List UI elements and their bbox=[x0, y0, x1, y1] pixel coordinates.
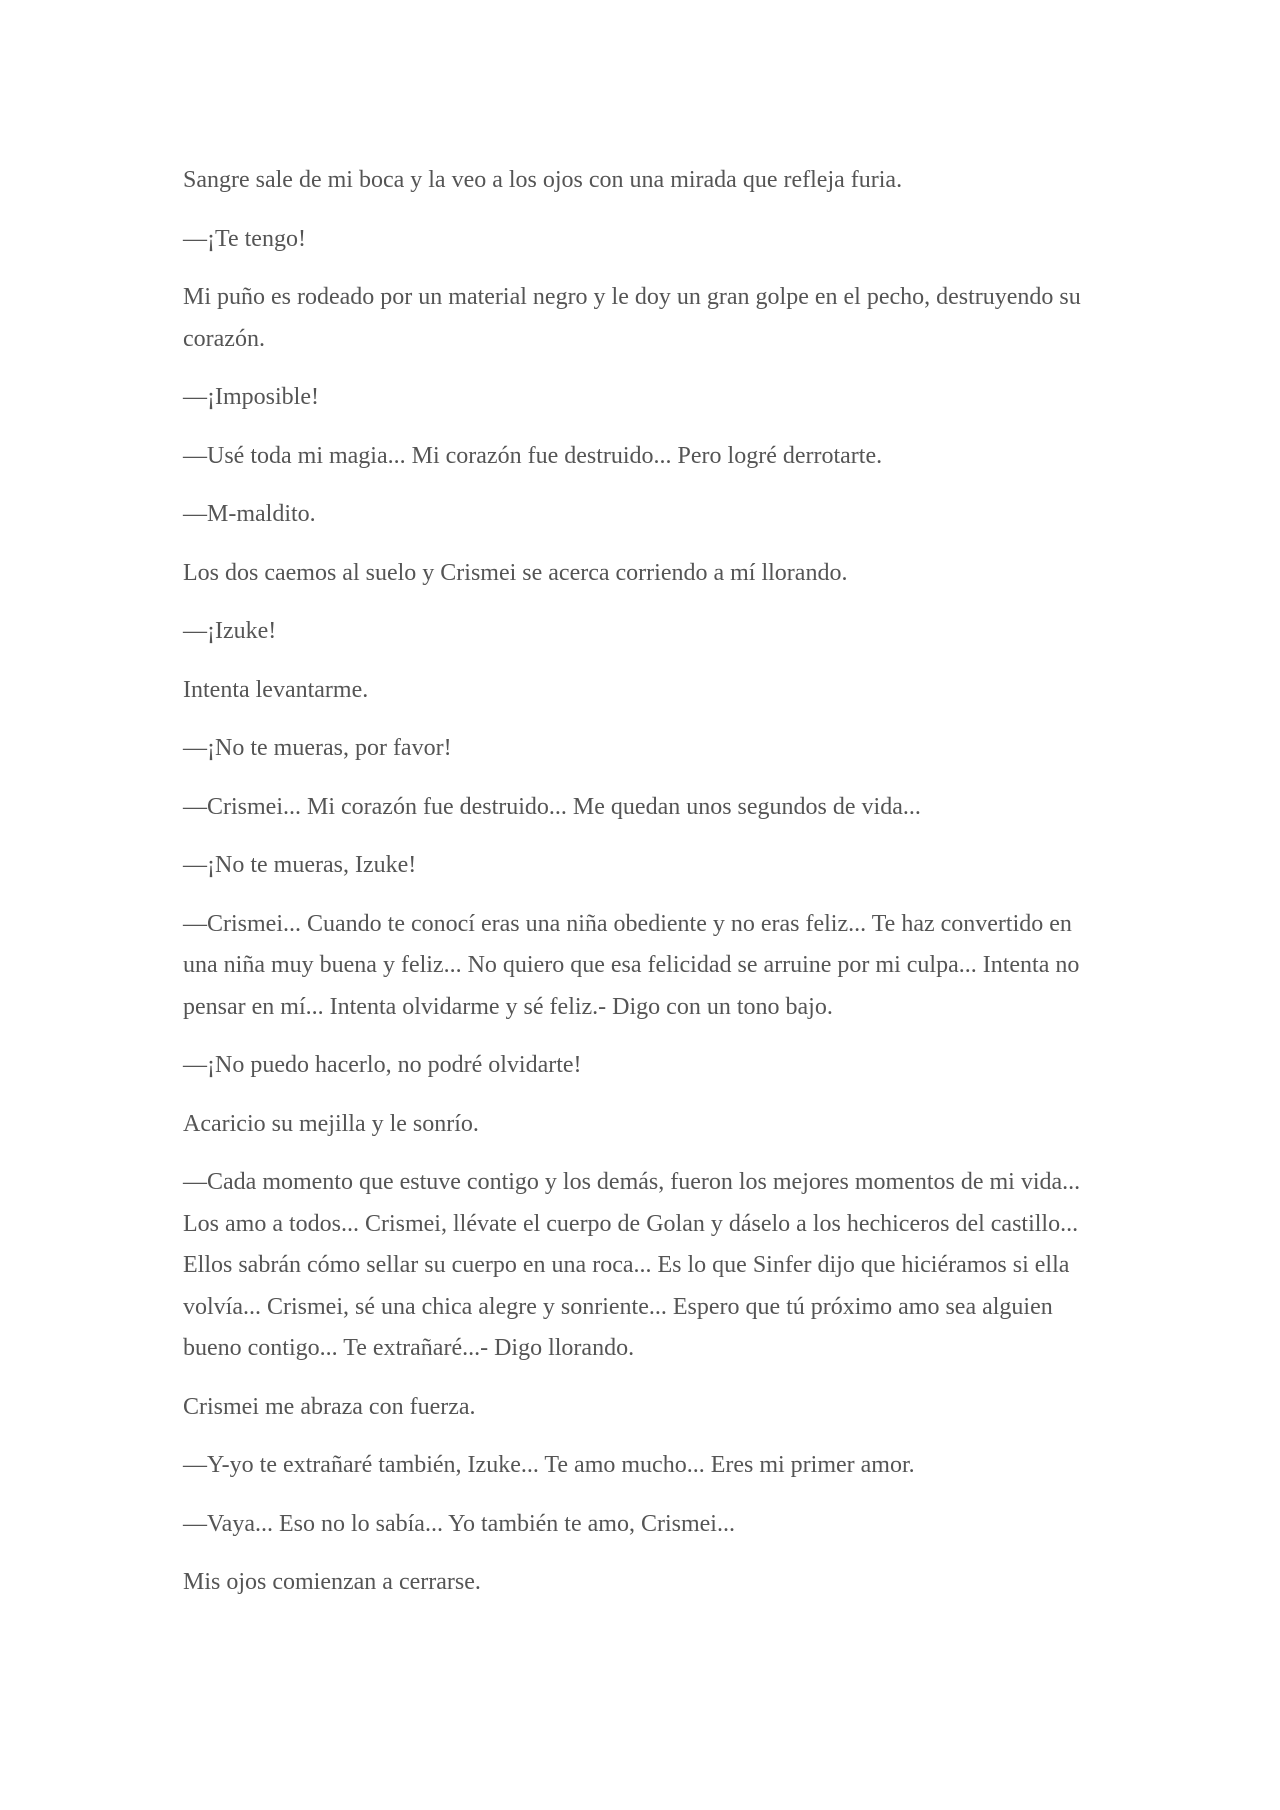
paragraph-18: —Y-yo te extrañaré también, Izuke... Te amo mucho... Eres mi primer amor. bbox=[183, 1452, 915, 1478]
document-body bbox=[183, 160, 1093, 1621]
paragraph-12: —¡No te mueras, Izuke! bbox=[183, 852, 417, 878]
paragraph-4: —¡Imposible! bbox=[183, 384, 319, 410]
paragraph-11: —Crismei... Mi corazón fue destruido... Me quedan unos segundos de vida... bbox=[183, 793, 921, 820]
paragraph-1: Sangre sale de mi boca y la veo a los ojos con una mirada que refleja furia. bbox=[183, 167, 903, 193]
paragraph-2: —¡Te tengo! bbox=[183, 225, 306, 252]
paragraph-14: —¡No puedo hacerlo, no podré olvidarte! bbox=[183, 1052, 582, 1078]
paragraph-3: Mi puño es rodeado por un material negro y le doy un gran golpe en el pecho, destruyendo su corazón. bbox=[183, 284, 1081, 352]
paragraph-8: —¡Izuke! bbox=[183, 618, 277, 644]
paragraph-6: —M-maldito. bbox=[183, 501, 316, 527]
paragraph-10: —¡No te mueras, por favor! bbox=[183, 735, 452, 761]
paragraph-5: —Usé toda mi magia... Mi corazón fue destruido... Pero logré derrotarte. bbox=[183, 442, 883, 469]
paragraph-16: —Cada momento que estuve contigo y los demás, fueron los mejores momentos de mi vida... Los amo a todos... Crismei, llévate el cuerpo de Golan y dáselo a los hechiceros del castillo... Ellos sabrán cómo sellar su cuerpo en una roca... Es lo que Sinfer dijo que hiciéramos si ella volvía... Crismei, sé una chica alegre y sonriente... Espero que tú próximo amo sea alguien bueno contigo... Te extrañaré...- Digo llorando. bbox=[183, 1169, 1081, 1361]
paragraph-7: Los dos caemos al suelo y Crismei se acerca corriendo a mí llorando. bbox=[183, 559, 848, 586]
paragraph-19: —Vaya... Eso no lo sabía... Yo también te amo, Crismei... bbox=[183, 1510, 735, 1537]
paragraph-20: Mis ojos comienzan a cerrarse. bbox=[183, 1569, 481, 1595]
paragraph-15: Acaricio su mejilla y le sonrío. bbox=[183, 1110, 479, 1137]
paragraph-9: Intenta levantarme. bbox=[183, 676, 369, 703]
paragraph-17: Crismei me abraza con fuerza. bbox=[183, 1393, 476, 1420]
paragraph-13: —Crismei... Cuando te conocí eras una niña obediente y no eras feliz... Te haz convertido en una niña muy buena y feliz... No quiero que esa felicidad se arruine por mi culpa... Intenta no pensar en mí... Intenta olvidarme y sé feliz.- Digo con un tono bajo. bbox=[183, 910, 1080, 1020]
